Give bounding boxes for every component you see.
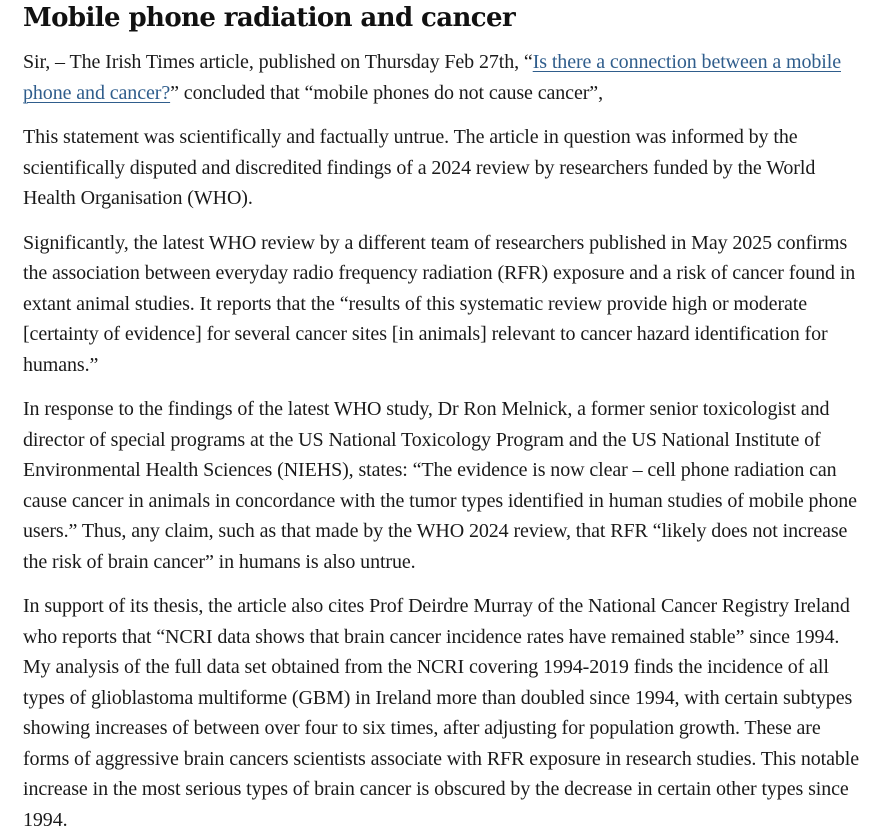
body-paragraph-4: In support of its thesis, the article also cites Prof Deirdre Murray of the National Cancer Registry Ireland who reports that “NCRI data shows that brain cancer incidence rates have remained stable” since 1994. My analysis of the full data set obtained from the NCRI covering 1994-2019 finds the incidence of all types of glioblastoma multiforme (GBM) in Ireland more than doubled since 1994, with certain subtypes showing increases of between over four to six times, after adjusting for population growth. These are forms of aggressive brain cancers scientists associate with RFR exposure in research studies. This notable increase in the most serious types of brain cancer is obscured by the decrease in certain other types since 1994. [23, 595, 860, 831]
intro-text-before-link: Sir, – The Irish Times article, published on Thursday Feb 27th, “ [23, 51, 533, 73]
referenced-article-link[interactable]: Is there a connection between a mobile phone and cancer? [23, 51, 841, 104]
letter-article [23, 0, 863, 835]
body-paragraph-2: Significantly, the latest WHO review by a different team of researchers published in May 2025 confirms the association between everyday radio frequency radiation (RFR) exposure and a risk of cancer found in extant animal studies. It reports that the “results of this systematic review provide high or moderate [certainty of evidence] for several cancer sites [in animals] relevant to cancer hazard identification for humans.” [23, 231, 856, 376]
intro-paragraph [23, 47, 863, 108]
body-paragraph-1: This statement was scientifically and factually untrue. The article in question was informed by the scientifically disputed and discredited findings of a 2024 review by researchers funded by the World Health Organisation (WHO). [23, 126, 816, 209]
intro-text-after-link: ” concluded that “mobile phones do not cause cancer”, [170, 81, 603, 104]
article-title: Mobile phone radiation and cancer [23, 3, 516, 33]
body-paragraph-3: In response to the findings of the latest WHO study, Dr Ron Melnick, a former senior toxicologist and director of special programs at the US National Toxicology Program and the US National Institute of Environmental Health Sciences (NIEHS), states: “The evidence is now clear – cell phone radiation can cause cancer in animals in concordance with the tumor types identified in human studies of mobile phone users.” Thus, any claim, such as that made by the WHO 2024 review, that RFR “likely does not increase the risk of brain cancer” in humans is also untrue. [23, 398, 857, 573]
